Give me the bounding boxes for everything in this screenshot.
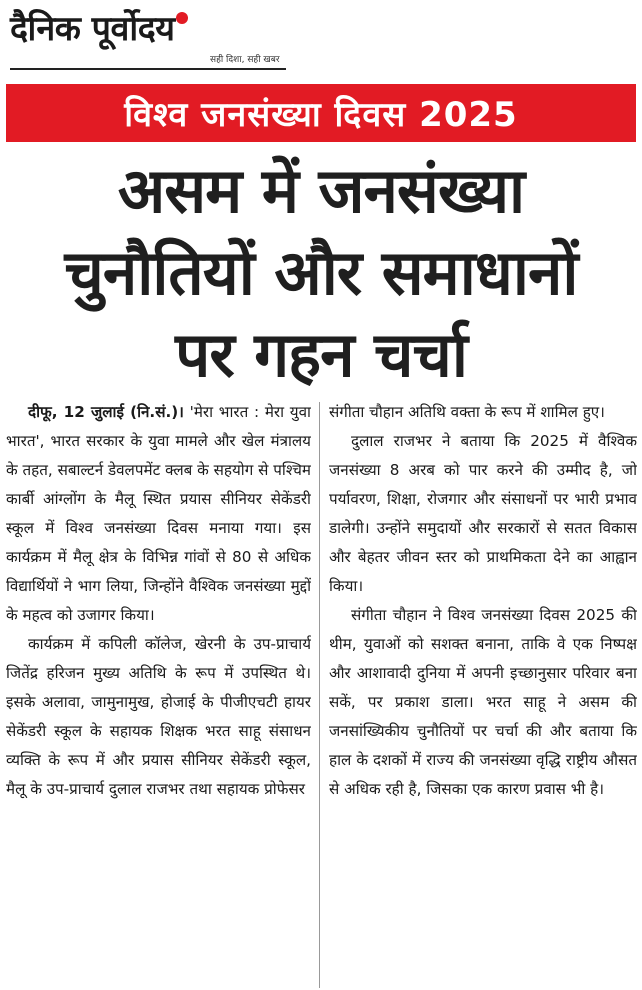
article-headline: [6, 150, 636, 396]
column-divider: [319, 402, 320, 988]
article-column-left: [6, 398, 311, 988]
headline-line-3: पर गहन चर्चा: [175, 318, 467, 391]
article-paragraph: [6, 398, 311, 630]
masthead: [10, 6, 285, 72]
masthead-rule: [10, 68, 286, 70]
banner-title: विश्व जनसंख्या दिवस 2025: [124, 95, 518, 135]
article-column-right: [329, 398, 637, 988]
dateline: दीफू, 12 जुलाई (नि.सं.)।: [28, 403, 184, 421]
section-banner: [6, 84, 636, 142]
article-paragraph: संगीता चौहान अतिथि वक्ता के रूप में शामिल हुए।: [329, 403, 605, 421]
article-paragraph: संगीता चौहान ने विश्व जनसंख्या दिवस 2025 की थीम, युवाओं को सशक्त बनाना, ताकि वे एक निष्पक्ष और आशावादी दुनिया में अपनी इच्छानुसार परिवार बना सकें, पर प्रकाश डाला। भरत साहू ने असम की जनसांख्यिकीय चुनौतियों पर चर्चा की और बताया कि हाल के दशकों में राज्य की जनसंख्या वृद्धि राष्ट्रीय औसत से अधिक रही है, जिसका एक कारण प्रवास भी है।: [329, 606, 637, 798]
paragraph-text: 'मेरा भारत : मेरा युवा भारत', भारत सरकार के युवा मामले और खेल मंत्रालय के तहत, सबाल्टर्न डेवलपमेंट क्लब के सहयोग से पश्चिम कार्बी आंग्लोंग के मैलू स्थित प्रयास सीनियर सेकेंडरी स्कूल में विश्व जनसंख्या दिवस मनाया गया। इस कार्यक्रम में मैलू क्षेत्र के विभिन्न गांवों से 80 से अधिक विद्यार्थियों ने भाग लिया, जिन्होंने वैश्विक जनसंख्या मुद्दों के महत्व को उजागर किया।: [6, 403, 311, 624]
masthead-tagline: सही दिशा, सही खबर: [210, 55, 280, 65]
newspaper-logo: दैनिक पूर्वोदय: [10, 6, 285, 52]
headline-line-1: असम में जनसंख्या: [117, 154, 525, 227]
headline-line-2: चुनौतियों और समाधानों: [64, 236, 578, 309]
article-paragraph: कार्यक्रम में कपिली कॉलेज, खेरनी के उप-प्राचार्य जितेंद्र हरिजन मुख्य अतिथि के रूप में उपस्थित थे। इसके अलावा, जामुनामुख, होजाई के पीजीएचटी हायर सेकेंडरी स्कूल के सहायक शिक्षक भरत साहू संसाधन व्यक्ति के रूप में और प्रयास सीनियर सेकेंडरी स्कूल, मैलू के उप-प्राचार्य दुलाल राजभर तथा सहायक प्रोफेसर: [6, 635, 311, 798]
article-paragraph: दुलाल राजभर ने बताया कि 2025 में वैश्विक जनसंख्या 8 अरब को पार करने की उम्मीद है, जो पर्यावरण, शिक्षा, रोजगार और संसाधनों पर भारी प्रभाव डालेगी। उन्होंने समुदायों और सरकारों से सतत विकास और बेहतर जीवन स्तर को प्राथमिकता देने का आह्वान किया।: [329, 432, 637, 595]
logo-dot-icon: [176, 12, 188, 24]
